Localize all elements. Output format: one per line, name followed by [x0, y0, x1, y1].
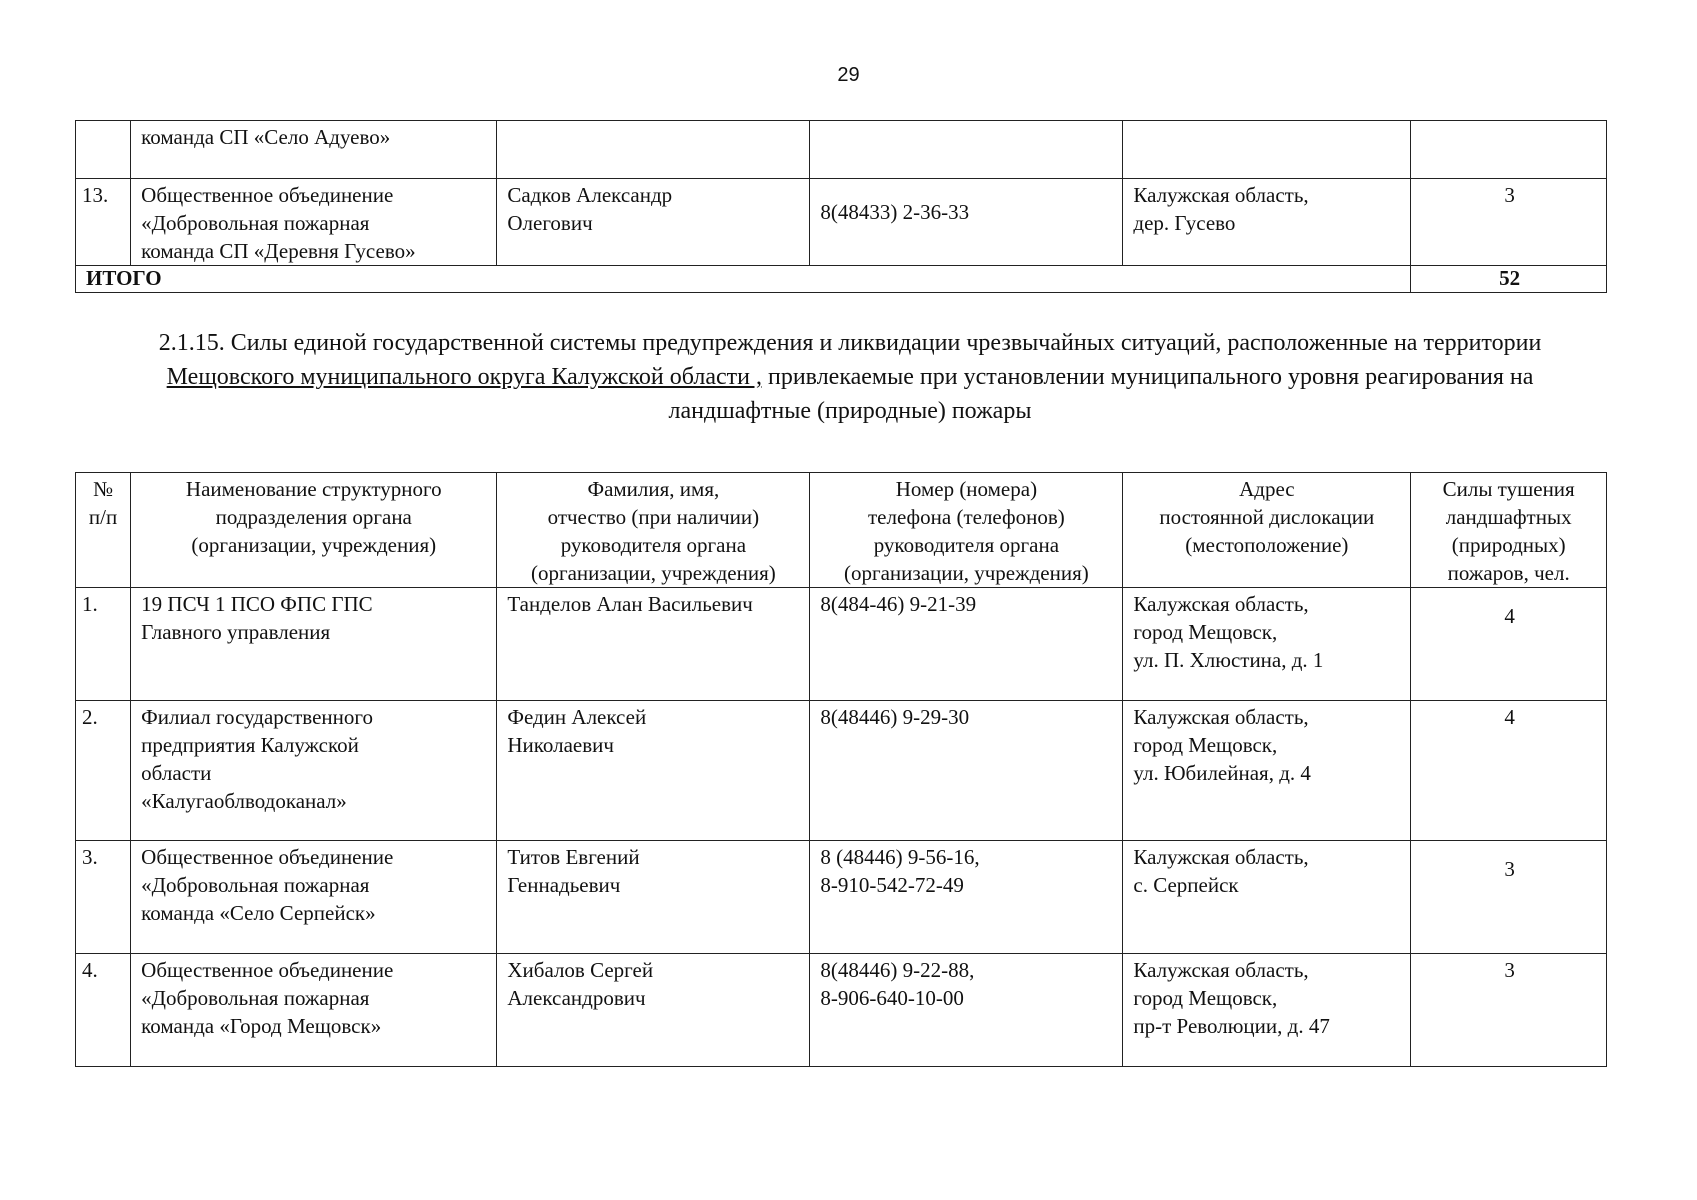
- phone: 8(48446) 9-22-88, 8-906-640-10-00: [810, 954, 1123, 1067]
- header-forces: Силы тушения ландшафтных (природных) пожаров, чел.: [1411, 473, 1607, 588]
- phone: 8(48433) 2-36-33: [810, 179, 1123, 266]
- address: Калужская область, с. Серпейск: [1123, 841, 1411, 954]
- table-row: [76, 701, 1607, 841]
- organization-name: Филиал государственного предприятия Калужской области «Калугаоблводоканал»: [131, 701, 497, 841]
- phone: 8(48446) 9-29-30: [810, 701, 1123, 841]
- total-label: ИТОГО: [76, 266, 1411, 293]
- row-number: 4.: [76, 954, 131, 1067]
- page-number: 29: [837, 64, 860, 86]
- header-name: Наименование структурного подразделения органа (организации, учреждения): [131, 473, 497, 588]
- header-head: Фамилия, имя, отчество (при наличии) руководителя органа (организации, учреждения): [497, 473, 810, 588]
- organization-name: Общественное объединение «Добровольная пожарная команда СП «Деревня Гусево»: [131, 179, 497, 266]
- address: Калужская область, город Мещовск, ул. П. Хлюстина, д. 1: [1123, 588, 1411, 701]
- forces-count: 4: [1411, 701, 1607, 841]
- row-number: 1.: [76, 588, 131, 701]
- table-row: [76, 121, 1607, 179]
- head-name: Танделов Алан Васильевич: [497, 588, 810, 701]
- phone: [810, 121, 1123, 179]
- table-row: [76, 954, 1607, 1067]
- head-name: Садков Александр Олегович: [497, 179, 810, 266]
- head-name: Хибалов Сергей Александрович: [497, 954, 810, 1067]
- head-name: Титов Евгений Геннадьевич: [497, 841, 810, 954]
- total-row: [76, 266, 1607, 293]
- section-heading-prefix: 2.1.15. Силы единой государственной системы предупреждения и ликвидации чрезвычайных ситуаций, расположенные на территории: [158, 330, 1542, 356]
- row-number: 13.: [76, 179, 131, 266]
- total-value: 52: [1411, 266, 1607, 293]
- table-row: [76, 179, 1607, 266]
- header-num: № п/п: [76, 473, 131, 588]
- head-name: Федин Алексей Николаевич: [497, 701, 810, 841]
- organization-name: команда СП «Село Адуево»: [131, 121, 497, 179]
- section-heading: [110, 326, 1590, 428]
- organization-name: Общественное объединение «Добровольная пожарная команда «Город Мещовск»: [131, 954, 497, 1067]
- forces-count: 3: [1411, 179, 1607, 266]
- header-address: Адрес постоянной дислокации (местоположение): [1123, 473, 1411, 588]
- address: Калужская область, город Мещовск, ул. Юбилейная, д. 4: [1123, 701, 1411, 841]
- address: Калужская область, дер. Гусево: [1123, 179, 1411, 266]
- section-heading-suffix: привлекаемые при установлении муниципального уровня реагирования на ландшафтные (природные) пожары: [668, 364, 1534, 424]
- forces-count: 3: [1411, 841, 1607, 954]
- phone: 8 (48446) 9-56-16, 8-910-542-72-49: [810, 841, 1123, 954]
- continued-table: [75, 120, 1607, 293]
- phone: 8(484-46) 9-21-39: [810, 588, 1123, 701]
- forces-count: 4: [1411, 588, 1607, 701]
- table-row: [76, 841, 1607, 954]
- forces-count: [1411, 121, 1607, 179]
- forces-table: [75, 472, 1607, 1067]
- address: [1123, 121, 1411, 179]
- row-number: 2.: [76, 701, 131, 841]
- address: Калужская область, город Мещовск, пр-т Революции, д. 47: [1123, 954, 1411, 1067]
- head-name: [497, 121, 810, 179]
- header-phone: Номер (номера) телефона (телефонов) руководителя органа (организации, учреждения): [810, 473, 1123, 588]
- organization-name: 19 ПСЧ 1 ПСО ФПС ГПС Главного управления: [131, 588, 497, 701]
- table-row: [76, 588, 1607, 701]
- section-heading-underlined: Мещовского муниципального округа Калужской области ,: [166, 364, 762, 390]
- row-number: [76, 121, 131, 179]
- row-number: 3.: [76, 841, 131, 954]
- table-header-row: [76, 473, 1607, 588]
- forces-count: 3: [1411, 954, 1607, 1067]
- organization-name: Общественное объединение «Добровольная пожарная команда «Село Серпейск»: [131, 841, 497, 954]
